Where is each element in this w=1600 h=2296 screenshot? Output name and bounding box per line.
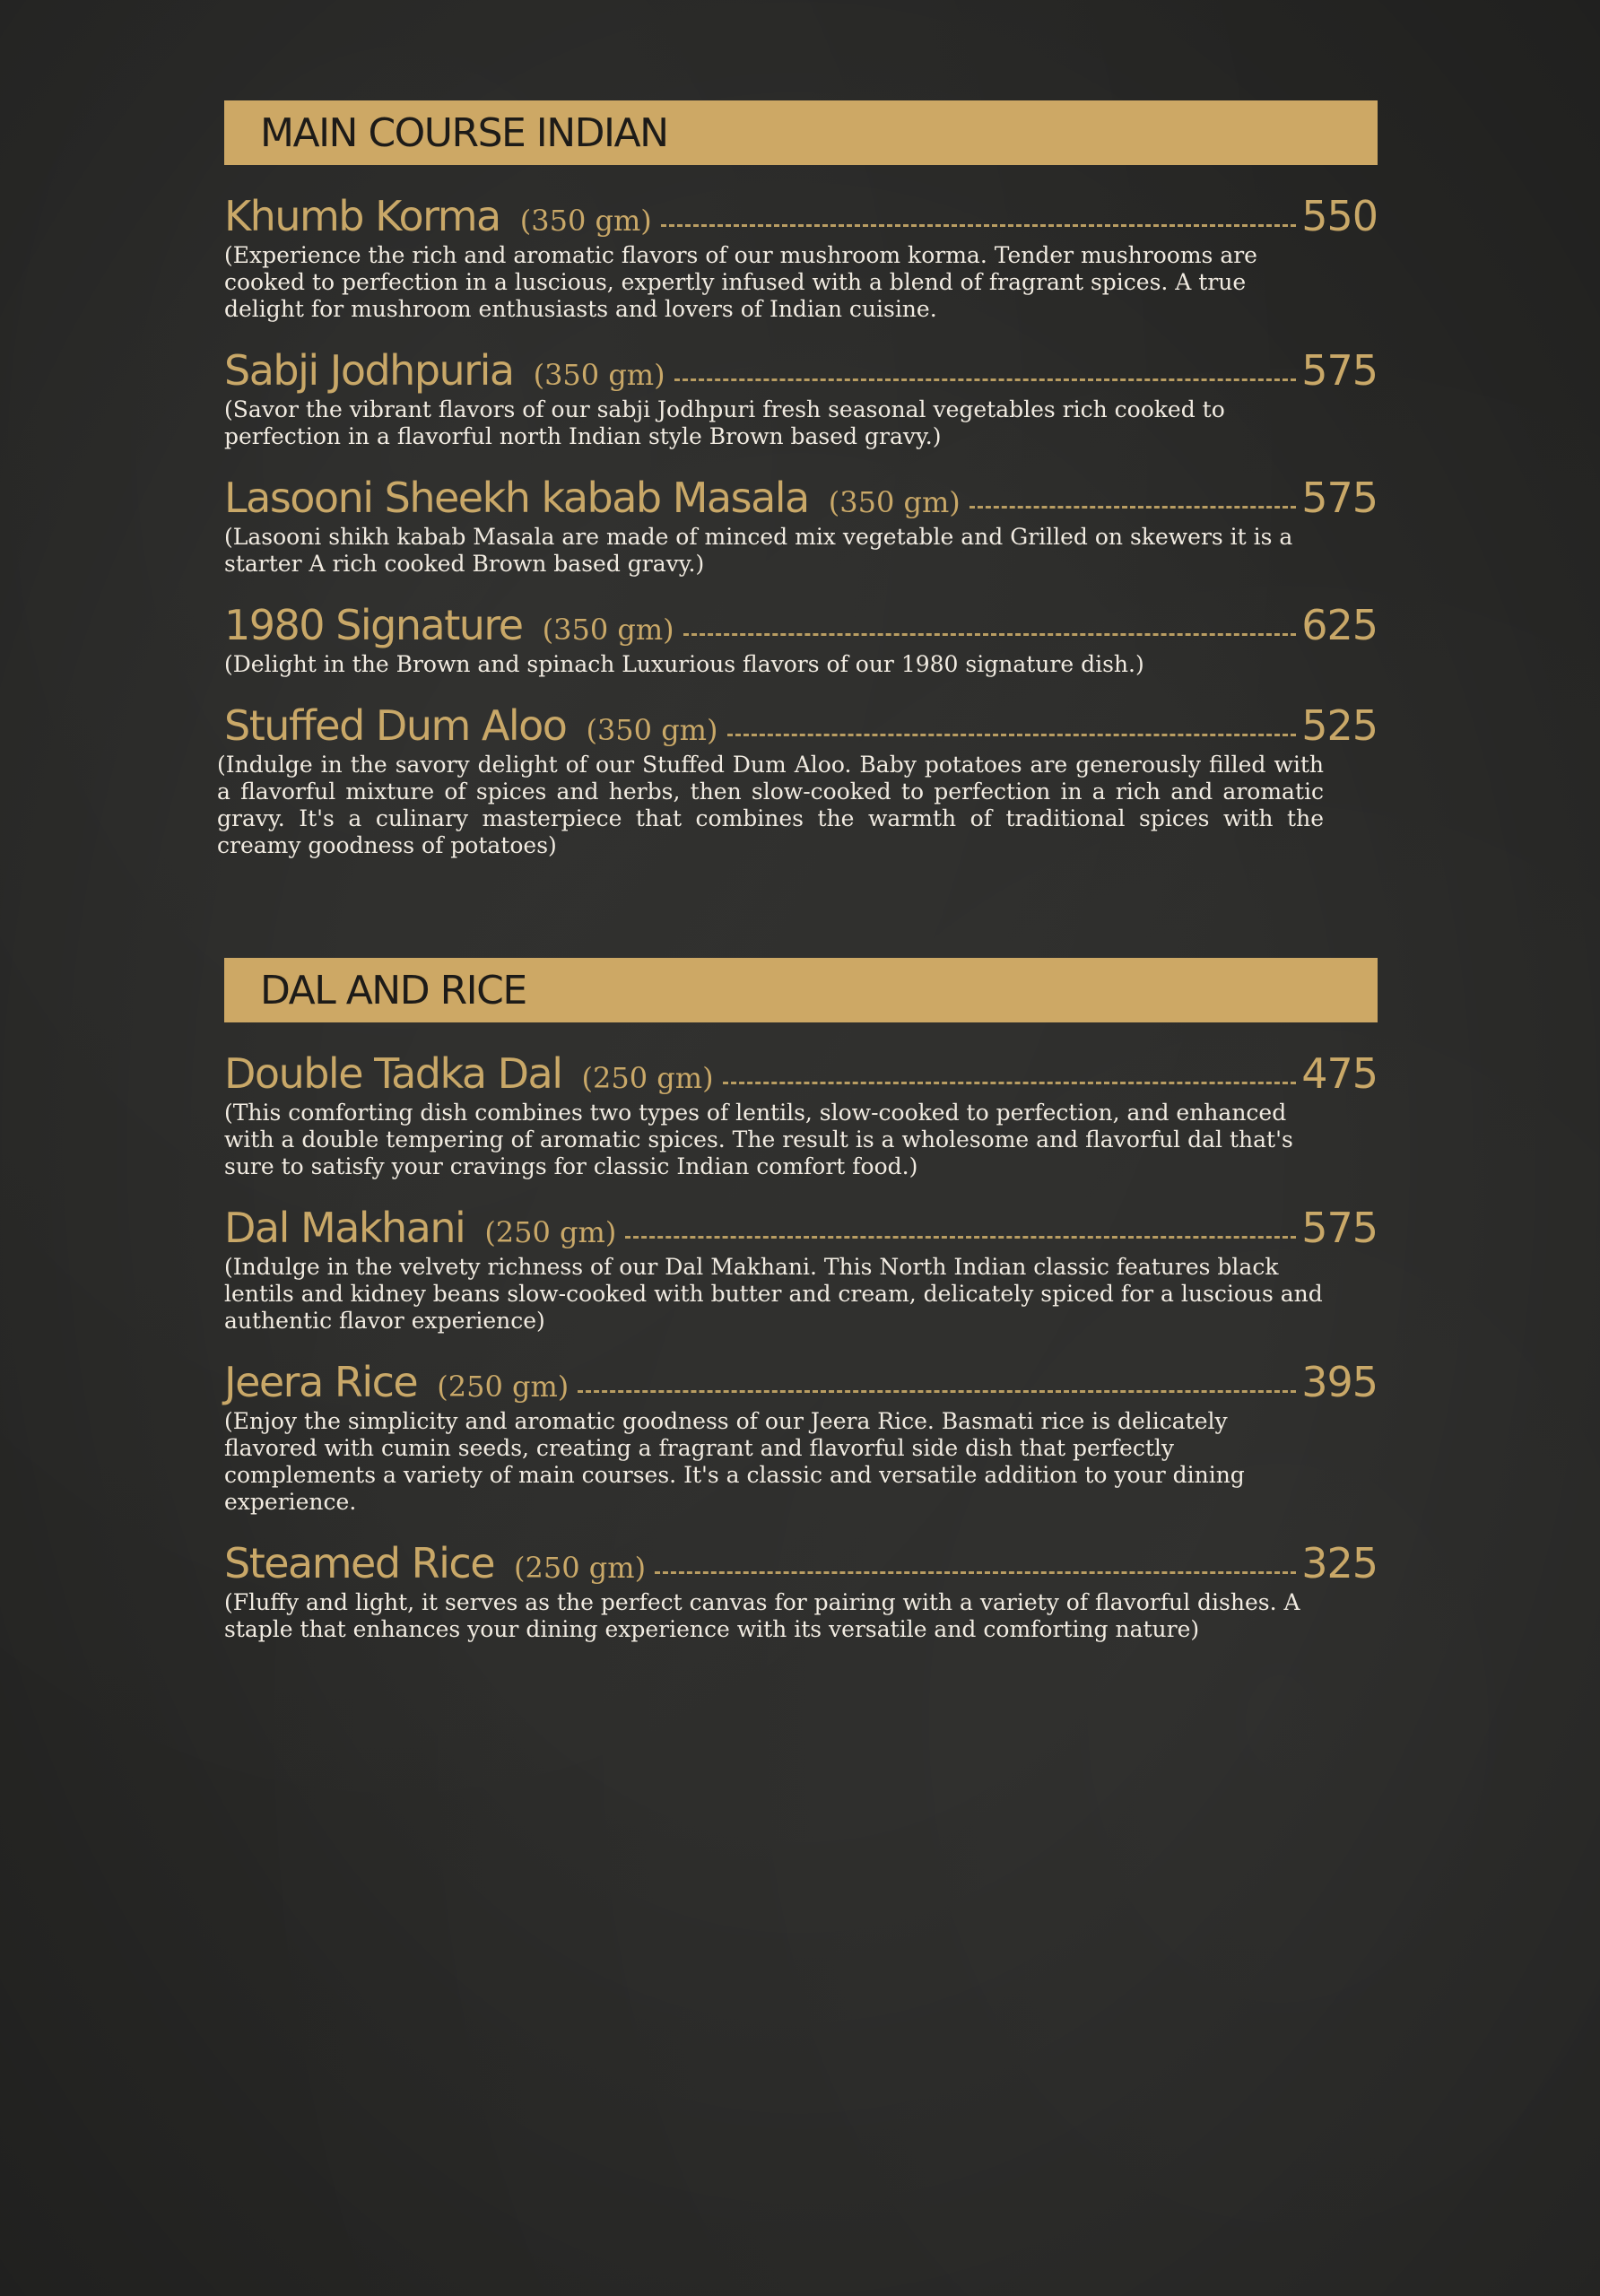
menu-item (224, 1049, 1378, 1180)
menu-item-header (224, 1358, 1378, 1406)
menu-item-description: (Savor the vibrant flavors of our sabji Jodhpuri fresh seasonal vegetables rich cooked to perfection in a flavorful north Indian style Brown based gravy.) (224, 396, 1225, 449)
menu-item-price: 395 (1301, 1358, 1378, 1406)
section-header (224, 100, 1378, 165)
menu-item-weight: (250 gm) (484, 1215, 617, 1249)
menu-item-name: Sabji Jodhpuria (224, 346, 514, 395)
menu-item-weight: (250 gm) (581, 1061, 714, 1095)
menu-item-name: Dal Makhani (224, 1204, 465, 1252)
menu-item-description: (Indulge in the savory delight of our Stuffed Dum Aloo. Baby potatoes are generously filled with a flavorful mixture of spices and herbs, then slow-cooked to perfection in a rich and aromatic gravy. It's a culinary masterpiece that combines the warmth of traditional spices with the creamy goodness of potatoes) (217, 752, 1324, 858)
menu-item-description: (Fluffy and light, it serves as the perfect canvas for pairing with a variety of flavorful dishes. A staple that enhances your dining experience with its versatile and comforting nature) (224, 1589, 1300, 1642)
section-header (224, 958, 1378, 1022)
menu-item-price: 475 (1301, 1049, 1378, 1098)
dotted-leader (723, 1082, 1297, 1084)
menu-item-header (224, 1539, 1378, 1587)
menu-item-description: (Indulge in the velvety richness of our Dal Makhani. This North Indian classic features black lentils and kidney beans slow-cooked with butter and cream, delicately spiced for a luscious and authentic flavor experience) (224, 1254, 1323, 1334)
menu-item-name: Jeera Rice (224, 1358, 418, 1406)
menu-item (217, 701, 1378, 859)
menu-item (224, 474, 1378, 578)
menu-item (224, 1539, 1378, 1643)
menu-item-weight: (350 gm) (586, 713, 718, 747)
menu-item (224, 601, 1378, 678)
menu-item-weight: (350 gm) (519, 204, 652, 238)
menu-item-price: 525 (1301, 701, 1378, 750)
dotted-leader (661, 224, 1296, 227)
dotted-leader (674, 378, 1297, 381)
menu-item-description: (Lasooni shikh kabab Masala are made of minced mix vegetable and Grilled on skewers it is a starter A rich cooked Brown based gravy.) (224, 524, 1293, 577)
dotted-leader (578, 1390, 1296, 1393)
menu-item-price: 625 (1301, 601, 1378, 649)
menu-item-name: Khumb Korma (224, 192, 500, 240)
section-main-course-indian (217, 100, 1378, 859)
menu-item-weight: (250 gm) (437, 1370, 570, 1404)
menu-item-weight: (350 gm) (542, 613, 674, 647)
section-dal-and-rice (224, 958, 1378, 1643)
menu-item-header (224, 346, 1378, 395)
menu-item-description: (This comforting dish combines two types of lentils, slow-cooked to perfection, and enhanced with a double tempering of aromatic spices. The result is a wholesome and flavorful dal that's sure to satisfy your cravings for classic Indian comfort food.) (224, 1100, 1293, 1179)
menu-item-price: 550 (1301, 192, 1378, 240)
menu-item-price: 575 (1301, 346, 1378, 395)
menu-item-description: (Experience the rich and aromatic flavors of our mushroom korma. Tender mushrooms are cooked to perfection in a luscious, expertly infused with a blend of fragrant spices. A true delight for mushroom enthusiasts and lovers of Indian cuisine. (224, 242, 1257, 322)
menu-item-header (224, 701, 1378, 750)
section-title: DAL AND RICE (260, 967, 526, 1013)
menu-item-description: (Delight in the Brown and spinach Luxurious flavors of our 1980 signature dish.) (224, 651, 1144, 677)
menu-item-name: Steamed Rice (224, 1539, 494, 1587)
menu-item (224, 1204, 1378, 1335)
menu-item-header (224, 601, 1378, 649)
dotted-leader (655, 1571, 1296, 1574)
menu-item-price: 325 (1301, 1539, 1378, 1587)
section-title: MAIN COURSE INDIAN (260, 109, 668, 156)
menu-item (224, 1358, 1378, 1516)
dotted-leader (970, 506, 1296, 509)
menu-item-header (224, 192, 1378, 240)
dotted-leader (625, 1236, 1296, 1239)
menu-item-name: Lasooni Sheekh kabab Masala (224, 474, 809, 522)
menu-item-name: Stuffed Dum Aloo (224, 701, 567, 750)
menu-item-weight: (350 gm) (828, 485, 961, 519)
menu-item-header (224, 1049, 1378, 1098)
menu-item-name: 1980 Signature (224, 601, 523, 649)
menu-item-header (224, 1204, 1378, 1252)
menu-page (217, 100, 1378, 1666)
menu-item-description: (Enjoy the simplicity and aromatic goodness of our Jeera Rice. Basmati rice is delicately flavored with cumin seeds, creating a fragrant and flavorful side dish that perfectly complements a variety of main courses. It's a classic and versatile addition to your dining experience. (224, 1408, 1245, 1515)
dotted-leader (683, 633, 1297, 636)
menu-item-weight: (350 gm) (533, 358, 665, 392)
menu-item-price: 575 (1301, 1204, 1378, 1252)
menu-item-weight: (250 gm) (514, 1551, 647, 1585)
menu-item-name: Double Tadka Dal (224, 1049, 562, 1098)
dotted-leader (727, 734, 1297, 736)
menu-item (224, 346, 1378, 450)
menu-item-header (224, 474, 1378, 522)
menu-item (224, 192, 1378, 323)
menu-item-price: 575 (1301, 474, 1378, 522)
